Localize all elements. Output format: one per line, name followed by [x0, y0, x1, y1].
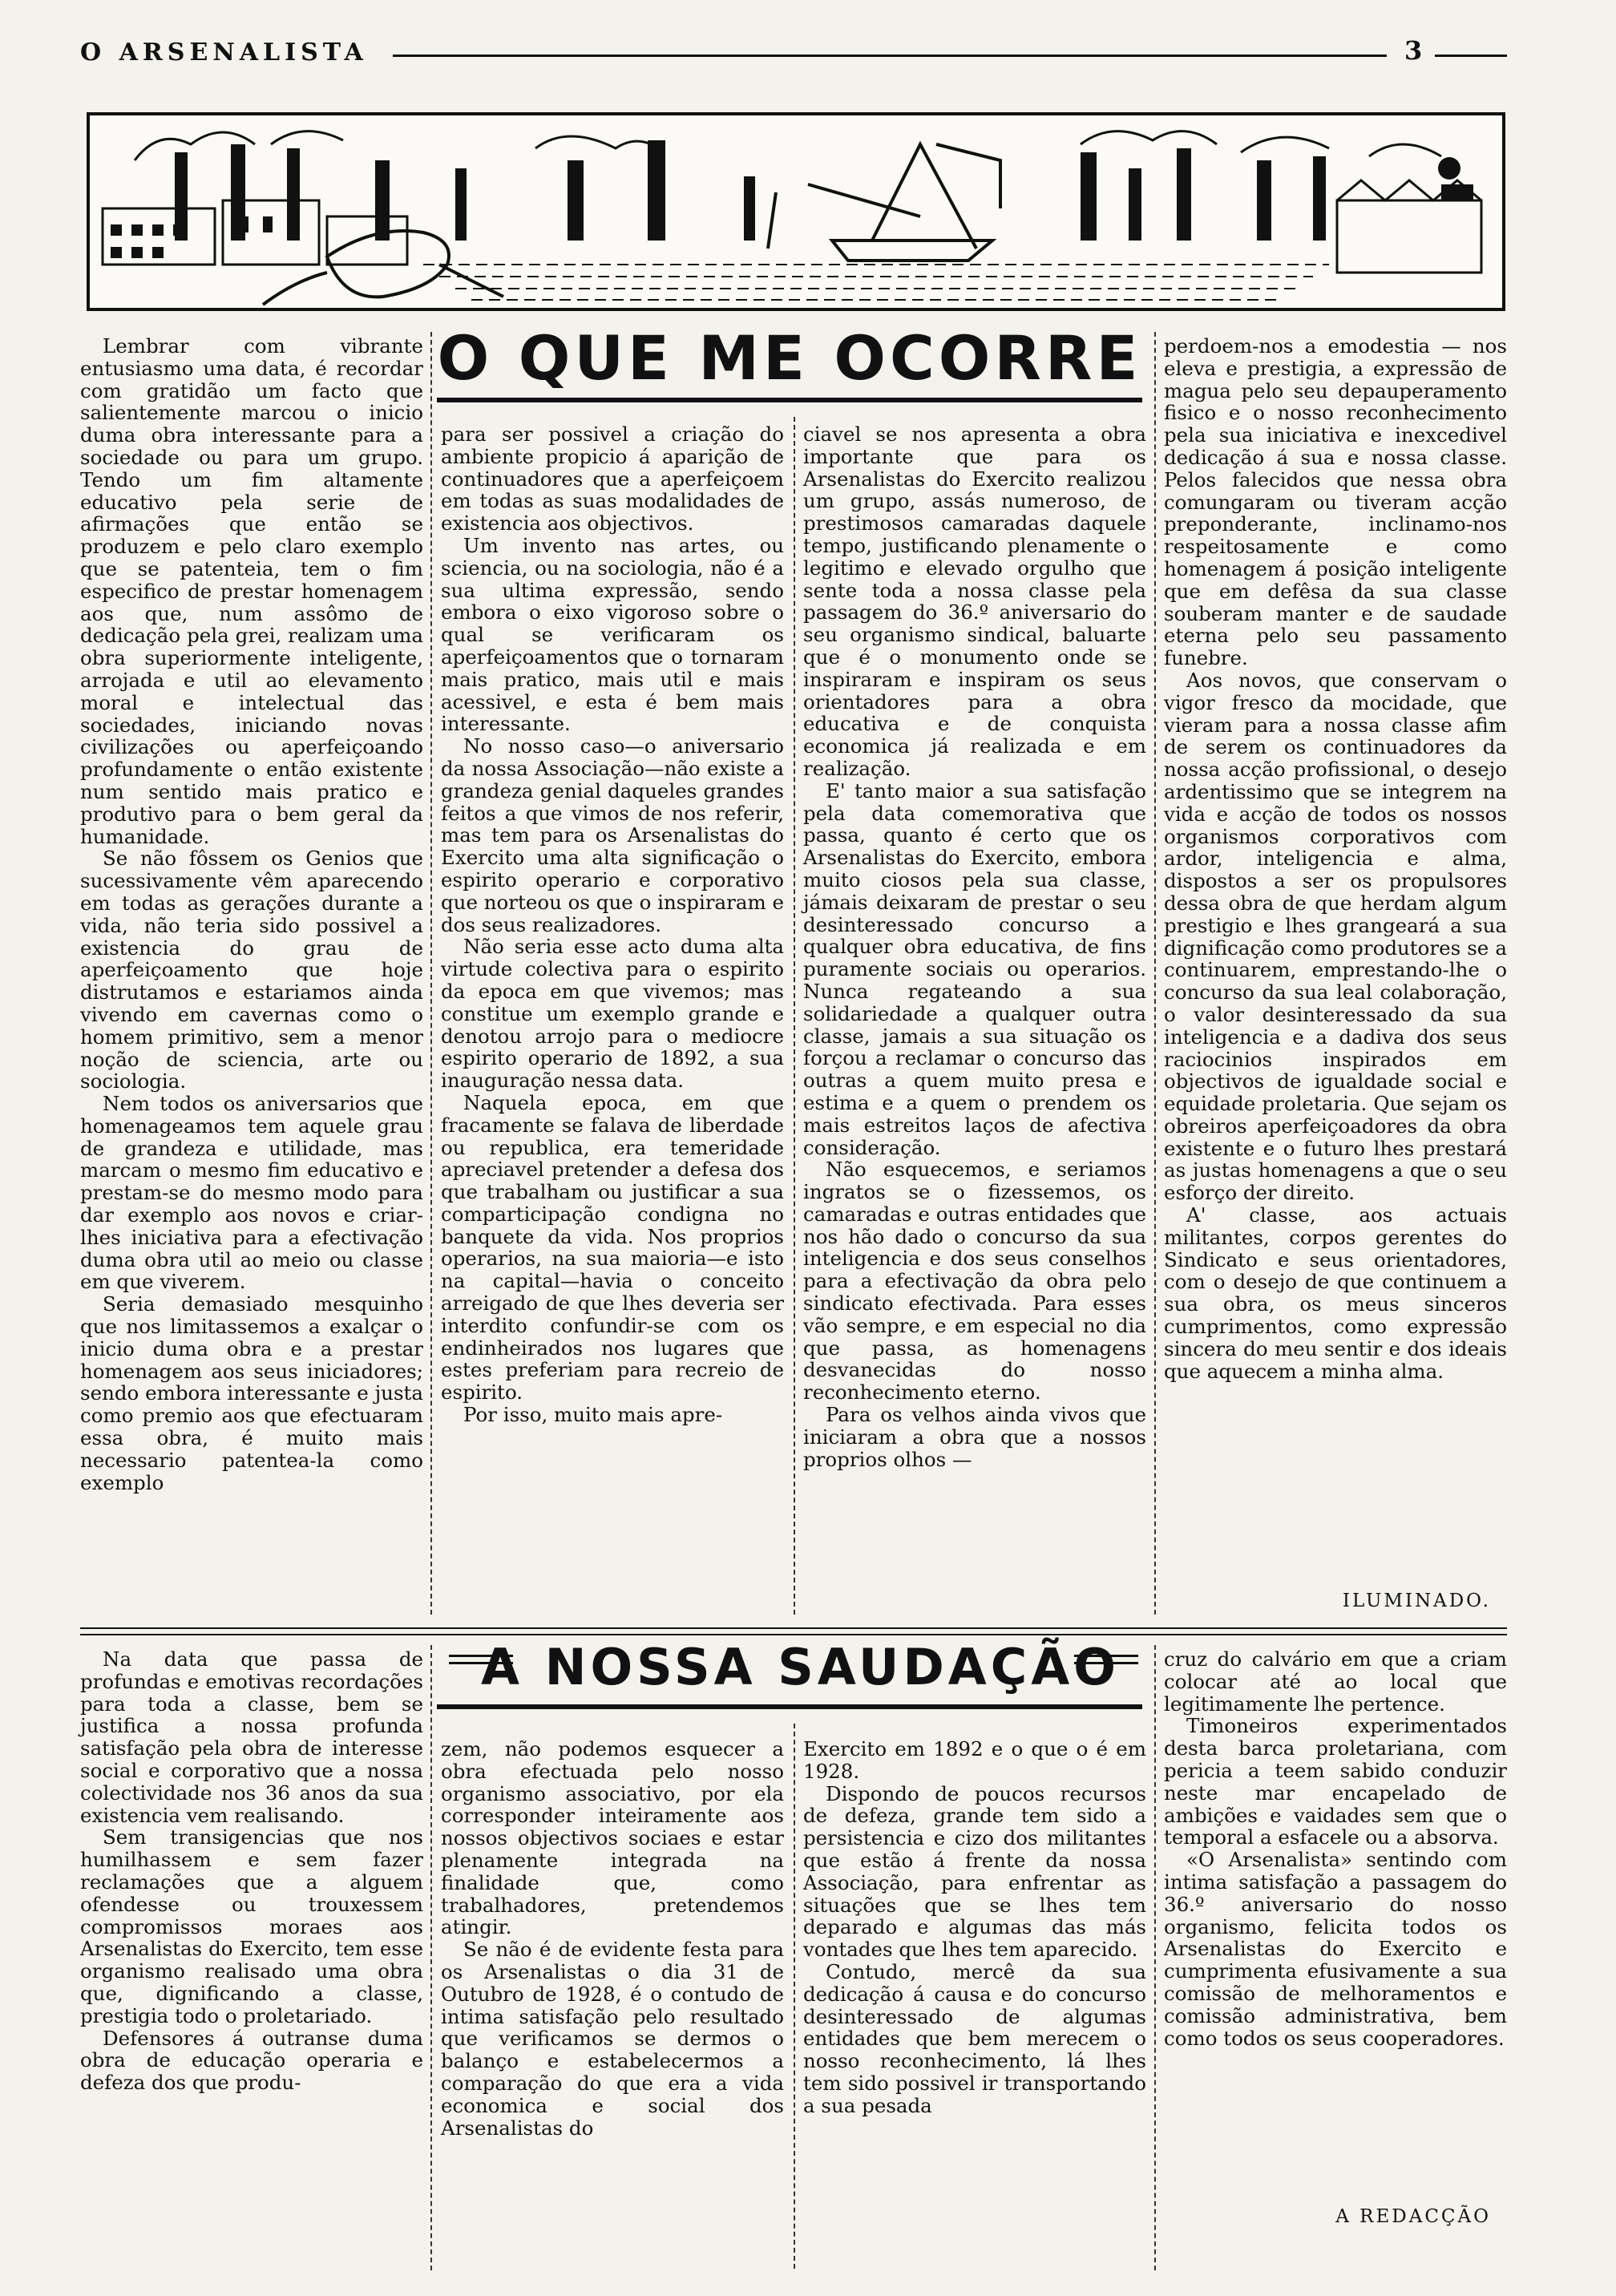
- paragraph: zem, não podemos esquecer a obra efectuada pelo nosso organismo associativo, por ela corresponder inteiramente aos nossos objectivos sociaes e estar plenamente integrada na finalidade que, como trabalhadores, pretendemos atingir.: [441, 1737, 784, 1939]
- article1-title: O QUE ME OCORRE: [437, 322, 1142, 394]
- paragraph: Seria demasiado mesquinho que nos limitassemos a exalçar o inicio duma obra e a prestar homenagem aos seus iniciadores; sendo embora interessante e justa como premio aos que efectuaram essa obra, é muito mais necessario patentea-la como exemplo: [80, 1292, 423, 1494]
- article2-title-rule: [437, 1704, 1142, 1709]
- article2-column-2: [441, 1738, 784, 2139]
- column-rule: [1154, 332, 1156, 1615]
- article2-column-1: [80, 1648, 423, 2094]
- paragraph: Se não fôssem os Genios que sucessivamente vêm aparecendo em todas as gerações durante a vida, não teria sido possivel a existencia do grau de aperfeiçoamento que hoje distrutamos e estariamos ainda vivendo em cavernas como o homem primitivo, sem a menor noção de sciencia, arte ou sociologia.: [80, 847, 423, 1093]
- paragraph: Na data que passa de profundas e emotivas recordações para toda a classe, bem se justifica a nossa profunda satisfação pela obra de interesse social e corporativo que a nossa colectividade nos 36 anos da sua existencia vem realisando.: [80, 1647, 423, 1827]
- paragraph: Para os velhos ainda vivos que iniciaram a obra que a nossos proprios olhos —: [803, 1403, 1146, 1471]
- page-number: 3: [1404, 35, 1423, 66]
- paragraph: No nosso caso—o aniversario da nossa Associação—não existe a grandeza genial daqueles grandes feitos a que vimos de nos referir, mas tem para os Arsenalistas do Exercito uma alta significação o espirito operario e corporativo que norteou os que o inspiraram e dos seus realizadores.: [441, 734, 784, 936]
- paragraph: Timoneiros experimentados desta barca proletariana, com pericia a teem sabido conduzir neste mar encapelado de ambições e vaidades sem que o temporal a esfacele ou a absorva.: [1164, 1714, 1507, 1849]
- header-rule-right: [1435, 55, 1507, 57]
- industrial-banner-illustration: [87, 112, 1505, 311]
- paragraph: Se não é de evidente festa para os Arsenalistas o dia 31 de Outubro de 1928, é o contudo de intima satisfação pelo resultado que verificamos se dermos o balanço e estabelecermos a comparação do que era a vida economica e social dos Arsenalistas do: [441, 1938, 784, 2140]
- paragraph: Nem todos os aniversarios que homenageamos tem aquele grau de grandeza e utilidade, mas marcam o mesmo fim educativo e prestam-se do mesmo modo para dar exemplo aos novos e criar-lhes iniciativa para a efectivação duma obra util ao meio ou classe em que viverem.: [80, 1092, 423, 1294]
- article2-column-3: [803, 1738, 1146, 2117]
- article2-signature: A REDACÇÃO: [1335, 2206, 1491, 2227]
- paragraph: Naquela epoca, em que fracamente se falava de liberdade ou republica, era temeridade apreciavel pretender a defesa dos que trabalham ou justificar a sua comparticipação condigna no banquete da vida. Nos proprios operarios, na sua maioria—e isto na capital—havia o conceito arreigado de que lhes deveria ser interdito confundir-se com os endinheirados nos lugares que estes preferiam para recreio de espirito.: [441, 1090, 784, 1405]
- paragraph: cruz do calvário em que a criam colocar até ao local que legitimamente lhe pertence.: [1164, 1647, 1507, 1716]
- column-rule: [430, 1645, 432, 2270]
- article1-signature: ILUMINADO.: [1342, 1591, 1491, 1611]
- paragraph: A' classe, aos actuais militantes, corpos gerentes do Sindicato e seus orientadores, com o desejo de que continuem a sua obra, os meus sinceros cumprimentos, como expressão sincera do meu sentir e dos ideais que aquecem a minha alma.: [1164, 1203, 1507, 1383]
- article1-column-2: [441, 423, 784, 1426]
- paragraph: Não seria esse acto duma alta virtude colectiva para o espirito da epoca em que vivemos; mas constitue um exemplo grande e denotou arrojo para o mediocre espirito operario de 1892, a sua inauguração nessa data.: [441, 935, 784, 1093]
- paragraph: «O Arsenalista» sentindo com intima satisfação a passagem do 36.º aniversario do nosso organismo, felicita todos os Arsenalistas do Exercito e cumprimenta efusivamente a sua comissão de melhoramentos e comissão administrativa, bem como todos os seus cooperadores.: [1164, 1848, 1507, 2050]
- article-separator: [80, 1627, 1507, 1629]
- column-rule: [794, 1724, 795, 2269]
- title-ornament-right: [1074, 1655, 1138, 1664]
- paragraph: E' tanto maior a sua satisfação pela data comemorativa que passa, quanto é certo que os Arsenalistas do Exercito, embora muito ciosos pela sua classe, jámais deixaram de prestar o seu desinteressado concurso a qualquer obra educativa, de fins puramente sociais ou operarios. Nunca regateando a sua solidariedade a qualquer outra classe, jamais a sua situação os forçou a reclamar o concurso das outras a quem muito presa e estima e a quem o prendem os mais estreitos laços de afectiva consideração.: [803, 778, 1146, 1159]
- paragraph: Sem transigencias que nos humilhassem e sem fazer reclamações que a alguem ofendesse ou trouxessem compromissos moraes aos Arsenalistas do Exercito, tem esse organismo realisado uma obra que, dignificando a classe, prestigia todo o proletariado.: [80, 1825, 423, 2027]
- column-rule: [794, 417, 795, 1615]
- header-rule: [393, 55, 1387, 57]
- article1-column-3: [803, 423, 1146, 1470]
- article1-column-1: [80, 335, 423, 1494]
- paragraph: Aos novos, que conservam o vigor fresco da mocidade, que vieram para a nossa classe afim de serem os continuadores da nossa acção profissional, o desejo ardentissimo que se integrem na vida e acção de todos os nossos organismos corporativos com ardor, inteligencia e alma, dispostos a ser os propulsores dessa obra de que herdam algum prestigio e lhes grangeará a sua dignificação como produtores se a continuarem, emprestando-lhe o concurso da sua leal colaboração, o valor desinteressado da sua inteligencia e a dadiva dos seus raciocinios inspirados em objectivos de igualdade social e equidade proletaria. Que sejam os obreiros aperfeiçoadores da obra existente e o futuro lhes prestará as justas homenagens a que o seu esforço der direito.: [1164, 668, 1507, 1205]
- paragraph: Exercito em 1892 e o que o é em 1928.: [803, 1737, 1146, 1783]
- paragraph: Dispondo de poucos recursos de defeza, grande tem sido a persistencia e cizo dos militantes que estão á frente da nossa Associação, para enfrentar as situações que se lhes tem deparado e algumas das más vontades que lhes tem aparecido.: [803, 1781, 1146, 1962]
- column-rule: [430, 332, 432, 1615]
- article1-column-4: [1164, 335, 1507, 1382]
- paragraph: Defensores á outranse duma obra de educação operaria e defeza dos que produ-: [80, 2026, 423, 2095]
- paragraph: Contudo, mercê da sua dedicação á causa e do concurso desinteressado de algumas entidades que bem merecem o nosso reconhecimento, lá lhes tem sido possivel ir transportando a sua pesada: [803, 1959, 1146, 2117]
- paragraph: para ser possivel a criação do ambiente propicio á aparição de continuadores que a aperfeiçoem em todas as suas modalidades de existencia aos objectivos.: [441, 422, 784, 536]
- paragraph: Lembrar com vibrante entusiasmo uma data, é recordar com gratidão um facto que salientemente marcou o inicio duma obra interessante para a sociedade ou para um grupo. Tendo um fim altamente educativo pela serie de afirmações que então se produzem e pelo claro exemplo que se patenteia, tem o fim especifico de prestar homenagem aos que, num assômo de dedicação pela grei, realizam uma obra superiormente inteligente, arrojada e util ao elevamento moral e intelectual das sociedades, iniciando novas civilizações ou aperfeiçoando profundamente o então existente num sentido mais pratico e produtivo para o bem geral da humanidade.: [80, 334, 423, 848]
- paragraph: ciavel se nos apresenta a obra importante que para os Arsenalistas do Exercito realizou um grupo, assás numeroso, de prestimosos camaradas daquele tempo, justificando plenamente o legitimo e elevado orgulho que sente toda a nossa classe pela passagem do 36.º aniversario do seu organismo sindical, baluarte que é o monumento onde se inspiraram e inspiram os seus orientadores para a obra educativa e de conquista economica já realizada e em realização.: [803, 422, 1146, 780]
- paragraph: Por isso, muito mais apre-: [463, 1403, 723, 1427]
- paragraph: perdoem-nos a emodestia — nos eleva e prestigia, a expressão de magua pelo seu depauperamento fisico e o nosso reconhecimento pela sua iniciativa e inexcedivel dedicação á sua e nossa classe. Pelos falecidos que nessa obra comungaram ou tiveram acção preponderante, inclinamo-nos respeitosamente e como homenagem á posição inteligente que em defêsa da sua classe souberam manter e de saudade eterna pelo seu passamento funebre.: [1164, 334, 1507, 670]
- column-rule: [1154, 1645, 1156, 2270]
- article1-title-rule: [437, 398, 1142, 402]
- paragraph: Um invento nas artes, ou sciencia, ou na sociologia, não é a sua ultima expressão, sendo embora o eixo vigoroso sobre o qual se verificaram os aperfeiçoamentos que o tornaram mais pratico, mais util e mais acessivel, e esta é bem mais interessante.: [441, 533, 784, 736]
- publication-name: O ARSENALISTA: [80, 38, 368, 67]
- article2-title: A NOSSA SAUDAÇÃO: [481, 1638, 1120, 1696]
- paragraph: Não esquecemos, e seriamos ingratos se o fizessemos, os camaradas e outras entidades que nos hão dado o concurso da sua inteligencia e dos seus conselhos para a efectivação da obra pelo sindicato efectivada. Para esses vão sempre, e em especial no dia que passa, as homenagens desvanecidas do nosso reconhecimento eterno.: [803, 1158, 1146, 1405]
- article2-column-4: [1164, 1648, 1507, 2049]
